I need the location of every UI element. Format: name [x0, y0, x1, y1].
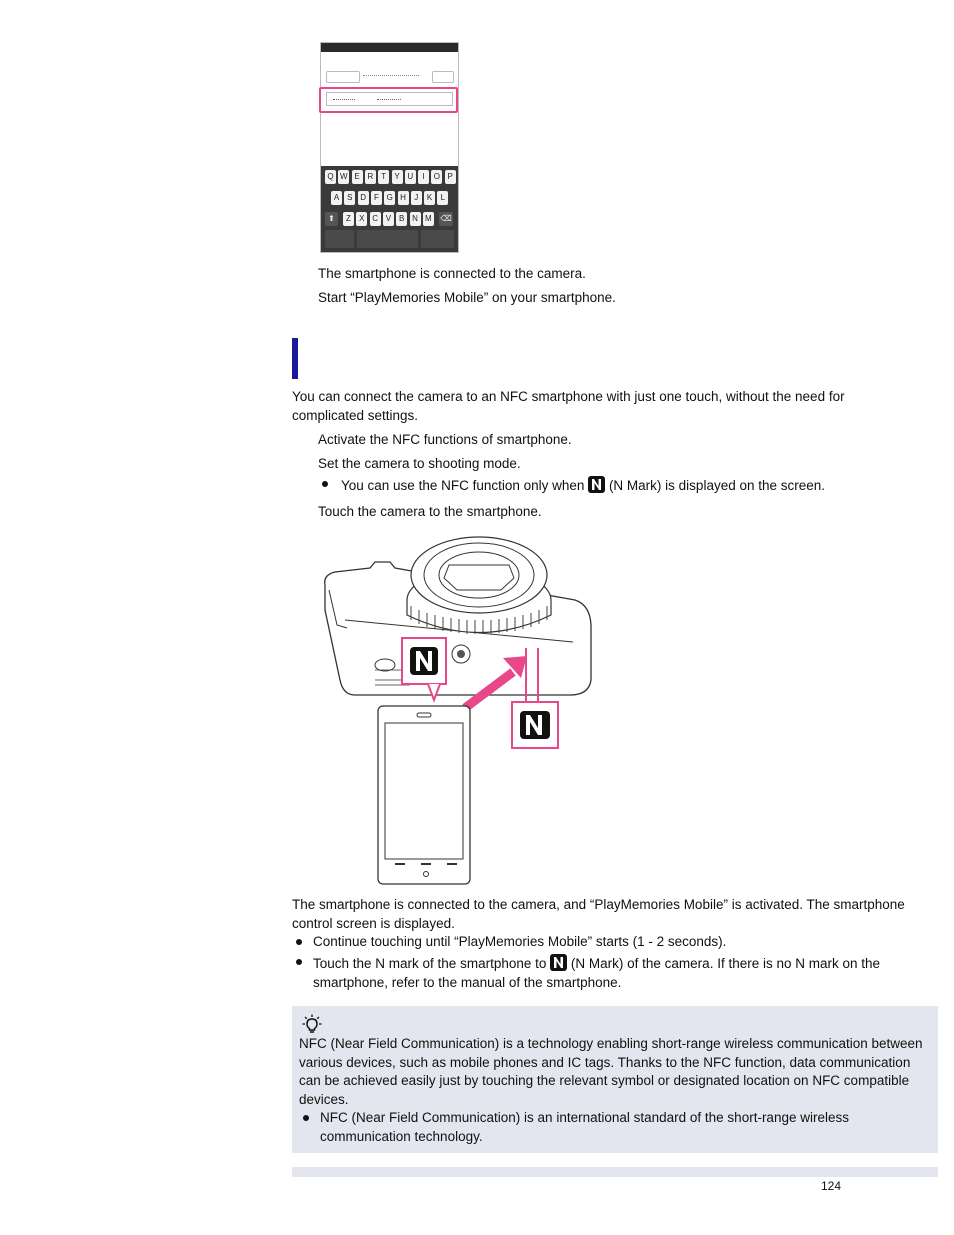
keyboard-key-x: X: [356, 212, 367, 226]
header-field-right: [432, 71, 454, 83]
keyboard-key-a: A: [331, 191, 342, 205]
keyboard-key-k: K: [424, 191, 435, 205]
footer-bar: [292, 1167, 938, 1177]
keyboard-key-z: Z: [343, 212, 354, 226]
keyboard-key-t: T: [378, 170, 389, 184]
keyboard-key-q: Q: [325, 170, 336, 184]
header-title-placeholder: [363, 75, 419, 76]
keyboard-key-j: J: [411, 191, 422, 205]
keyboard-key-s: S: [344, 191, 355, 205]
lightbulb-icon: [302, 1014, 322, 1034]
status-bar: [321, 43, 458, 52]
result-bullet-2: [313, 954, 913, 992]
bullet-dot: [322, 481, 328, 487]
camera-nfc-illustration: [315, 530, 595, 886]
result-bullet-2-text-b: (N Mark) of the camera. If there is no N mark on the smartphone, refer to the manual of the smartphone.: [313, 956, 881, 990]
keyboard-key-w: W: [338, 170, 349, 184]
password-input-dots-2: [377, 99, 401, 100]
smartphone-screen-illustration: [320, 42, 459, 253]
hint-text: NFC (Near Field Communication) is a technology enabling short-range wireless communication between various devices, such as mobile phones and IC tags. Thanks to the NFC function, data communication can be achieved easily just by touching the relevant symbol or designated location on NFC compatible devices.: [299, 1036, 923, 1107]
step-2-bullet-text-b: (N Mark) is displayed on the screen.: [608, 478, 826, 493]
result-text: The smartphone is connected to the camera, and “PlayMemories Mobile” is activated. The smartphone control screen is displayed.: [292, 897, 905, 931]
header-field-left: [326, 71, 360, 83]
keyboard-key-i: I: [418, 170, 429, 184]
keyboard-key-m: M: [423, 212, 434, 226]
keyboard-key-f: F: [371, 191, 382, 205]
keyboard-bottom-left-key: [325, 230, 354, 248]
result-bullet-1: Continue touching until “PlayMemories Mobile” starts (1 - 2 seconds).: [313, 934, 727, 949]
step-text: Start “PlayMemories Mobile” on your smartphone.: [318, 290, 616, 305]
keyboard-key-r: R: [365, 170, 376, 184]
keyboard-key-d: D: [358, 191, 369, 205]
keyboard-space-key: [357, 230, 418, 248]
keyboard-key-o: O: [431, 170, 442, 184]
hint-bullet: NFC (Near Field Communication) is an international standard of the short-range wireless communication technology.: [320, 1110, 849, 1144]
step-3-text: Touch the camera to the smartphone.: [318, 504, 542, 519]
backspace-key: ⌫: [439, 212, 453, 226]
result-bullet-2-text-a: Touch the N mark of the smartphone to: [313, 956, 547, 971]
bullet-dot: [303, 1115, 309, 1121]
bullet-dot: [296, 959, 302, 965]
keyboard-key-c: C: [370, 212, 381, 226]
keyboard-key-u: U: [405, 170, 416, 184]
shift-key: ⬆: [325, 212, 338, 226]
keyboard-key-b: B: [396, 212, 407, 226]
keyboard-key-v: V: [383, 212, 394, 226]
keyboard-key-h: H: [398, 191, 409, 205]
n-mark-icon: [550, 954, 567, 971]
step-2-bullet: [341, 476, 825, 495]
keyboard-key-n: N: [410, 212, 421, 226]
n-mark-icon: [588, 476, 605, 493]
step-2-text: Set the camera to shooting mode.: [318, 456, 521, 471]
on-screen-keyboard: [321, 166, 458, 252]
keyboard-key-l: L: [437, 191, 448, 205]
hint-box: [292, 1006, 938, 1153]
keyboard-bottom-right-key: [421, 230, 454, 248]
password-input-dots: [333, 99, 355, 100]
page-number: 124: [821, 1179, 842, 1193]
step-2-bullet-text-a: You can use the NFC function only when: [341, 478, 585, 493]
keyboard-key-g: G: [384, 191, 395, 205]
keyboard-key-y: Y: [392, 170, 403, 184]
keyboard-key-p: P: [445, 170, 456, 184]
bullet-dot: [296, 939, 302, 945]
keyboard-key-e: E: [352, 170, 363, 184]
step-text: The smartphone is connected to the camera.: [318, 266, 586, 281]
section-intro: You can connect the camera to an NFC smartphone with just one touch, without the need for complicated settings.: [292, 389, 845, 423]
step-1-text: Activate the NFC functions of smartphone.: [318, 432, 572, 447]
section-heading-bar: [292, 338, 298, 379]
